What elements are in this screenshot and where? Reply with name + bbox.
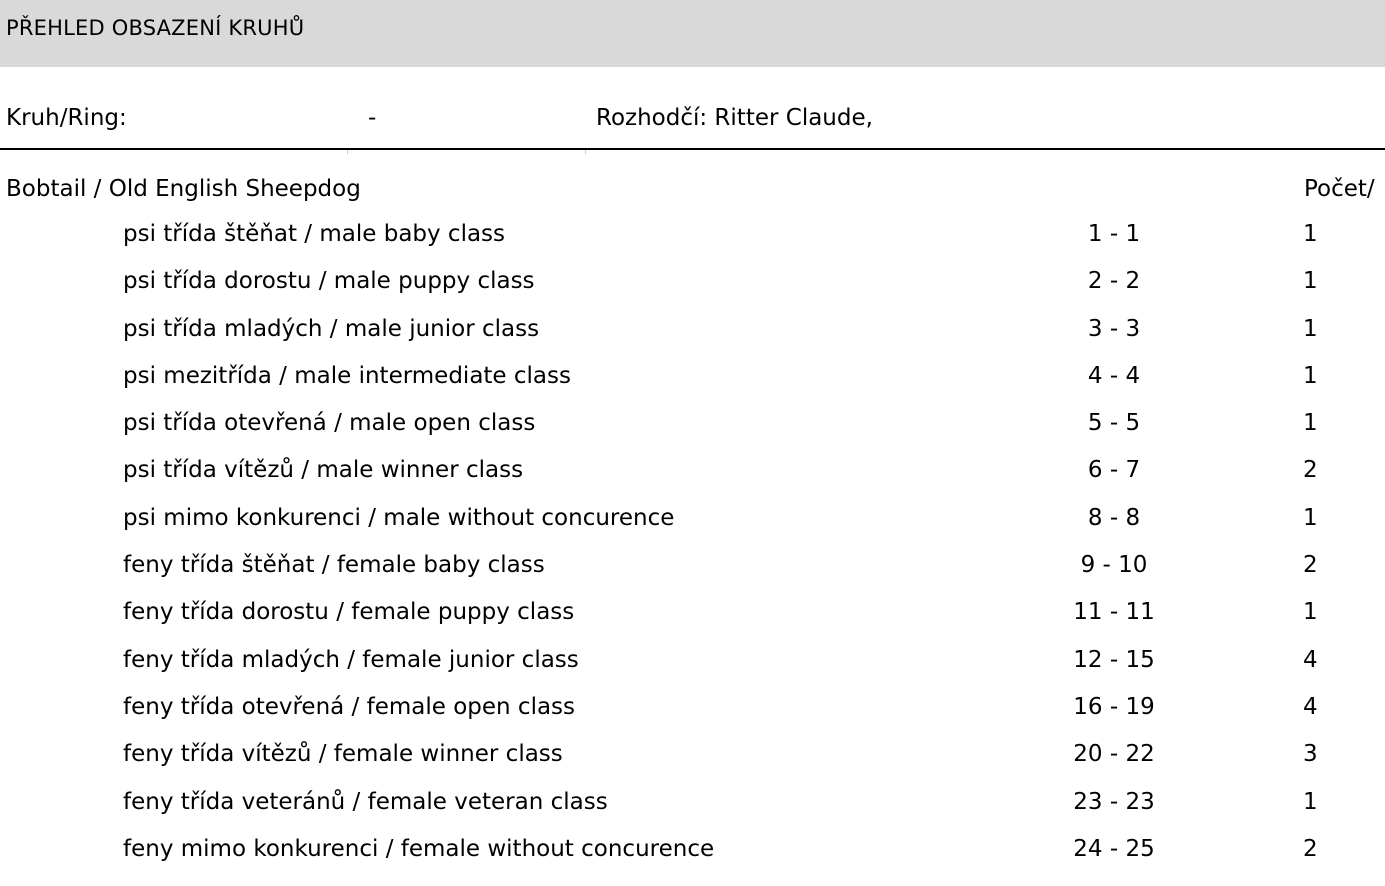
catalog-number-range: 5 - 5: [1087, 410, 1141, 437]
catalog-number-range: 2 - 2: [1087, 268, 1141, 295]
class-label: feny třída vítězů / female winner class: [123, 741, 563, 768]
entry-count: 1: [1303, 599, 1318, 626]
column-tick: [585, 150, 586, 154]
class-label: feny třída štěňat / female baby class: [123, 552, 545, 579]
catalog-number-range: 20 - 22: [1073, 741, 1155, 768]
entry-count: 1: [1303, 410, 1318, 437]
catalog-number-range: 11 - 11: [1073, 599, 1155, 626]
entry-count: 2: [1303, 552, 1318, 579]
catalog-number-range: 1 - 1: [1087, 221, 1141, 247]
class-row: [0, 213, 1385, 260]
column-tick: [347, 150, 348, 154]
catalog-number-range: 12 - 15: [1073, 646, 1155, 673]
entry-count: 4: [1303, 693, 1318, 720]
class-row: [0, 639, 1385, 686]
class-row: [0, 544, 1385, 591]
entry-count: 1: [1303, 268, 1318, 295]
breed-name: Bobtail / Old English Sheepdog: [6, 176, 361, 202]
entry-count: 2: [1303, 835, 1318, 862]
entry-count: 2: [1303, 457, 1318, 484]
catalog-number-range: 23 - 23: [1073, 788, 1155, 815]
class-row: [0, 591, 1385, 638]
class-label: psi třída mladých / male junior class: [123, 315, 540, 342]
entry-count: 1: [1303, 221, 1318, 247]
catalog-number-range: 24 - 25: [1073, 835, 1155, 862]
entry-count: 4: [1303, 646, 1318, 673]
entry-count: 1: [1303, 315, 1318, 342]
class-label: feny mimo konkurenci / female without concurence: [123, 835, 715, 862]
judge-name: Rozhodčí: Ritter Claude,: [596, 105, 873, 131]
catalog-number-range: 9 - 10: [1080, 552, 1148, 579]
class-label: feny třída dorostu / female puppy class: [123, 599, 575, 626]
class-row: [0, 686, 1385, 733]
ring-label: Kruh/Ring:: [6, 105, 127, 131]
catalog-number-range: 16 - 19: [1073, 693, 1155, 720]
title-bar: [0, 0, 1385, 67]
class-label: psi třída štěňat / male baby class: [123, 221, 506, 247]
class-label: psi třída otevřená / male open class: [123, 410, 536, 437]
class-row: [0, 449, 1385, 496]
entry-count: 3: [1303, 741, 1318, 768]
class-row: [0, 733, 1385, 780]
class-label: feny třída veteránů / female veteran class: [123, 788, 608, 815]
class-row: [0, 355, 1385, 402]
entry-count: 1: [1303, 362, 1318, 389]
class-row: [0, 308, 1385, 355]
class-row: [0, 497, 1385, 544]
ring-value: -: [368, 105, 377, 131]
class-row: [0, 781, 1385, 828]
class-label: psi třída dorostu / male puppy class: [123, 268, 535, 295]
catalog-number-range: 4 - 4: [1087, 362, 1141, 389]
class-label: feny třída otevřená / female open class: [123, 693, 576, 720]
entry-count: 1: [1303, 788, 1318, 815]
entry-count: 1: [1303, 504, 1318, 531]
page-title: PŘEHLED OBSAZENÍ KRUHŮ: [6, 16, 305, 40]
class-row: [0, 828, 1385, 875]
class-label: psi mezitřída / male intermediate class: [123, 362, 571, 389]
class-row: [0, 260, 1385, 307]
class-row: [0, 402, 1385, 449]
catalog-number-range: 6 - 7: [1087, 457, 1141, 484]
class-list: [0, 213, 1385, 875]
class-label: psi mimo konkurenci / male without concurence: [123, 504, 675, 531]
catalog-number-range: 3 - 3: [1087, 315, 1141, 342]
count-column-header: Počet/: [1304, 176, 1375, 202]
class-label: psi třída vítězů / male winner class: [123, 457, 524, 484]
header-divider: [0, 148, 1385, 150]
catalog-number-range: 8 - 8: [1087, 504, 1141, 531]
class-label: feny třída mladých / female junior class: [123, 646, 579, 673]
